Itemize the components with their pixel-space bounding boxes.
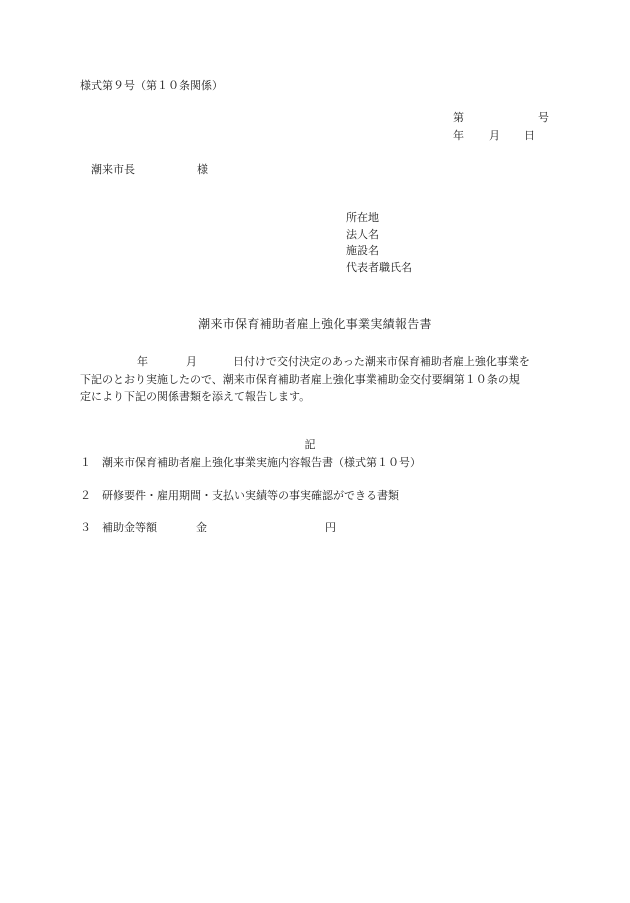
body-line-1: 日付けで交付決定のあった潮来市保育補助者雇上強化事業を [233,355,530,368]
applicant-corporation-label: 法人名 [346,227,379,241]
list-item-number: １ [80,456,91,469]
addressee-honorific: 様 [197,163,208,176]
applicant-block [346,212,412,278]
document-title: 潮来市保育補助者雇上強化事業実績報告書 [198,317,432,331]
list-item [80,490,399,501]
list-item-text: 潮来市保育補助者雇上強化事業実施内容報告書（様式第１０号） [102,456,421,469]
body-month-label: 月 [186,355,197,368]
list-item-number: ２ [80,489,91,502]
list-item-number: ３ [80,521,91,534]
date-month-label: 月 [489,129,500,142]
date-year-label: 年 [453,129,464,142]
body-line-3: 定により下記の関係書類を添えて報告します。 [80,390,311,403]
document-number-prefix: 第 [453,111,464,124]
ki-heading: 記 [304,438,316,451]
list-item-text: 研修要件・雇用期間・支払い実績等の事実確認ができる書類 [102,489,399,502]
amount-prefix: 金 [196,521,207,534]
amount-suffix: 円 [325,521,336,534]
applicant-representative-label: 代表者職氏名 [346,260,412,274]
body-line-2: 下記のとおり実施したので、潮来市保育補助者雇上強化事業補助金交付要綱第１０条の規 [80,373,520,386]
addressee-name: 潮来市長 [91,163,135,176]
list-item [80,522,157,533]
applicant-address-label: 所在地 [346,211,379,224]
list-item-text: 補助金等額 [102,521,157,534]
document-number-suffix: 号 [538,111,549,124]
list-item [80,457,421,468]
date-day-label: 日 [524,129,535,142]
form-number: 様式第９号（第１０条関係） [80,79,223,92]
body-year-label: 年 [137,355,148,368]
applicant-facility-label: 施設名 [346,244,379,257]
